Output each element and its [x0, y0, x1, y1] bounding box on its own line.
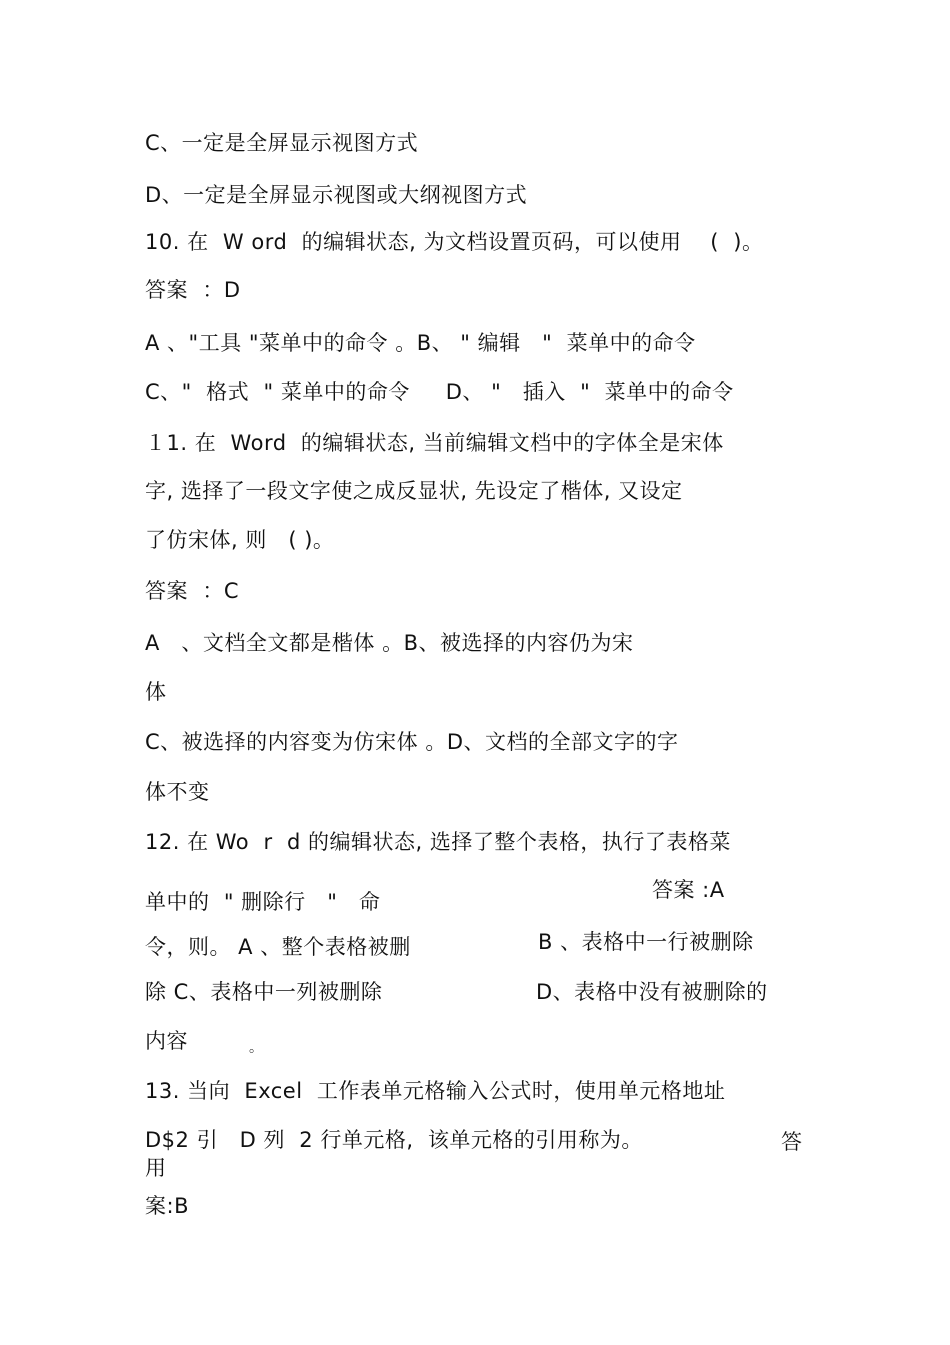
question-11-options-ab: A 、文档全文都是楷体 。B、被选择的内容仍为宋: [145, 631, 634, 655]
answer-13-text: 案:B: [145, 1194, 189, 1218]
question-12-text-line-1: 12. 在 Wo r d 的编辑状态, 选择了整个表格，执行了表格菜: [145, 830, 731, 854]
question-12-option-b: B 、表格中一行被删除: [538, 930, 754, 954]
question-13-text-line-1: 13. 当向 Excel 工作表单元格输入公式时，使用单元格地址: [145, 1079, 726, 1103]
question-10-options-ab: A 、"工具 "菜单中的命令 。B、 " 编辑 " 菜单中的命令: [145, 331, 696, 355]
question-12-option-d: D、表格中没有被删除的: [536, 980, 768, 1004]
answer-12-text: 答案 :A: [652, 878, 725, 902]
question-12-option-d-cont: 内容: [145, 1029, 188, 1053]
stray-punctuation-mark: 。: [249, 1040, 263, 1056]
question-11-options-cd-cont: 体不变: [145, 780, 210, 804]
question-11-text-line-2: 字, 选择了一段文字使之成反显状, 先设定了楷体, 又设定: [145, 479, 683, 503]
answer-11-text: 答案 ：C: [145, 579, 240, 603]
question-13-text-line-2: D$2 引 D 列 2 行单元格, 该单元格的引用称为。: [145, 1128, 643, 1152]
question-10-text: 10. 在 W ord 的编辑状态, 为文档设置页码，可以使用 ( )。: [145, 230, 764, 254]
question-11-options-ab-cont: 体: [145, 680, 167, 704]
answer-13-label: 答: [781, 1130, 803, 1154]
option-d-line: D、一定是全屏显示视图或大纲视图方式: [145, 183, 528, 207]
question-11-text-line-1: １1. 在 Word 的编辑状态, 当前编辑文档中的字体全是宋体: [145, 431, 724, 455]
question-12-option-c: 除 C、表格中一列被删除: [145, 980, 383, 1004]
question-11-options-cd: C、被选择的内容变为仿宋体 。D、文档的全部文字的字: [145, 730, 679, 754]
answer-10-text: 答案 ：D: [145, 278, 241, 302]
question-11-text-line-3: 了仿宋体, 则 ( )。: [145, 528, 335, 552]
option-c-line: C、一定是全屏显示视图方式: [145, 131, 419, 155]
question-12-text-line-2: 单中的 " 删除行 " 命: [145, 890, 381, 914]
question-12-text-line-3: 令，则。 A 、整个表格被删: [145, 935, 411, 959]
question-10-options-cd: C、" 格式 " 菜单中的命令 D、 " 插入 " 菜单中的命令: [145, 380, 734, 404]
question-13-text-line-3: 用: [145, 1156, 167, 1180]
